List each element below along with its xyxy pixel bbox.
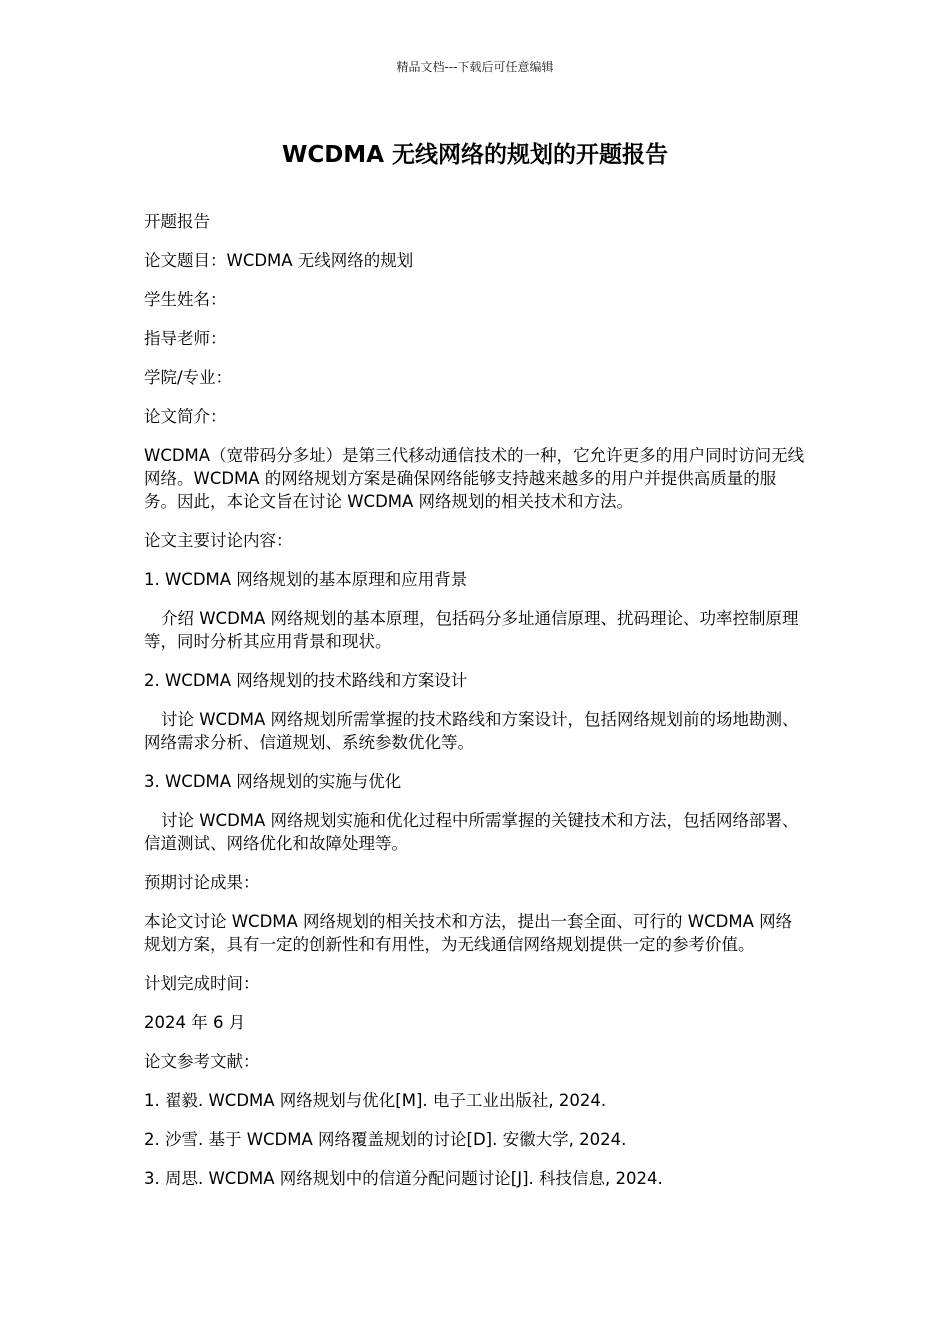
document-title: WCDMA 无线网络的规划的开题报告 <box>281 142 669 168</box>
advisor-line: 指导老师： <box>144 329 227 348</box>
thesis-title-line: 论文题目：WCDMA 无线网络的规划 <box>144 251 414 270</box>
main-content-heading: 论文主要讨论内容： <box>144 531 293 550</box>
student-name-line: 学生姓名： <box>144 290 227 309</box>
expected-results-heading: 预期讨论成果： <box>144 873 260 892</box>
schedule-date: 2024 年 6 月 <box>144 1013 246 1032</box>
references-heading: 论文参考文献： <box>144 1052 260 1071</box>
content-item-1-desc: 介绍 WCDMA 网络规划的基本原理，包括码分多址通信原理、扰码理论、功率控制原理等，同时分析其应用背景和现状。 <box>144 609 799 651</box>
content-item-1-title: 1. WCDMA 网络规划的基本原理和应用背景 <box>144 570 468 589</box>
content-item-3-desc: 讨论 WCDMA 网络规划实施和优化过程中所需掌握的关键技术和方法，包括网络部署、信道测试、网络优化和故障处理等。 <box>144 811 799 853</box>
content-item-3-title: 3. WCDMA 网络规划的实施与优化 <box>144 772 402 791</box>
document-body <box>144 210 806 1206</box>
expected-results-paragraph: 本论文讨论 WCDMA 网络规划的相关技术和方法，提出一套全面、可行的 WCDMA 网络规划方案，具有一定的创新性和有用性，为无线通信网络规划提供一定的参考价值。 <box>144 912 793 954</box>
college-major-line: 学院/专业： <box>144 368 233 387</box>
intro-heading: 论文简介： <box>144 407 227 426</box>
reference-item-3: 3. 周思. WCDMA 网络规划中的信道分配问题讨论[J]. 科技信息, 2024. <box>144 1169 663 1188</box>
reference-item-2: 2. 沙雪. 基于 WCDMA 网络覆盖规划的讨论[D]. 安徽大学, 2024. <box>144 1130 627 1149</box>
reference-item-1: 1. 翟毅. WCDMA 网络规划与优化[M]. 电子工业出版社, 2024. <box>144 1091 607 1110</box>
page-header-note: 精品文档---下载后可任意编辑 <box>396 60 554 74</box>
content-item-2-desc: 讨论 WCDMA 网络规划所需掌握的技术路线和方案设计，包括网络规划前的场地勘测、网络需求分析、信道规划、系统参数优化等。 <box>144 710 799 752</box>
schedule-heading: 计划完成时间： <box>144 974 260 993</box>
section-label-proposal: 开题报告 <box>144 212 210 231</box>
content-item-2-title: 2. WCDMA 网络规划的技术路线和方案设计 <box>144 671 468 690</box>
intro-paragraph: WCDMA（宽带码分多址）是第三代移动通信技术的一种，它允许更多的用户同时访问无线网络。WCDMA 的网络规划方案是确保网络能够支持越来越多的用户并提供高质量的服务。因此，本论文旨在讨论 WCDMA 网络规划的相关技术和方法。 <box>144 446 805 511</box>
